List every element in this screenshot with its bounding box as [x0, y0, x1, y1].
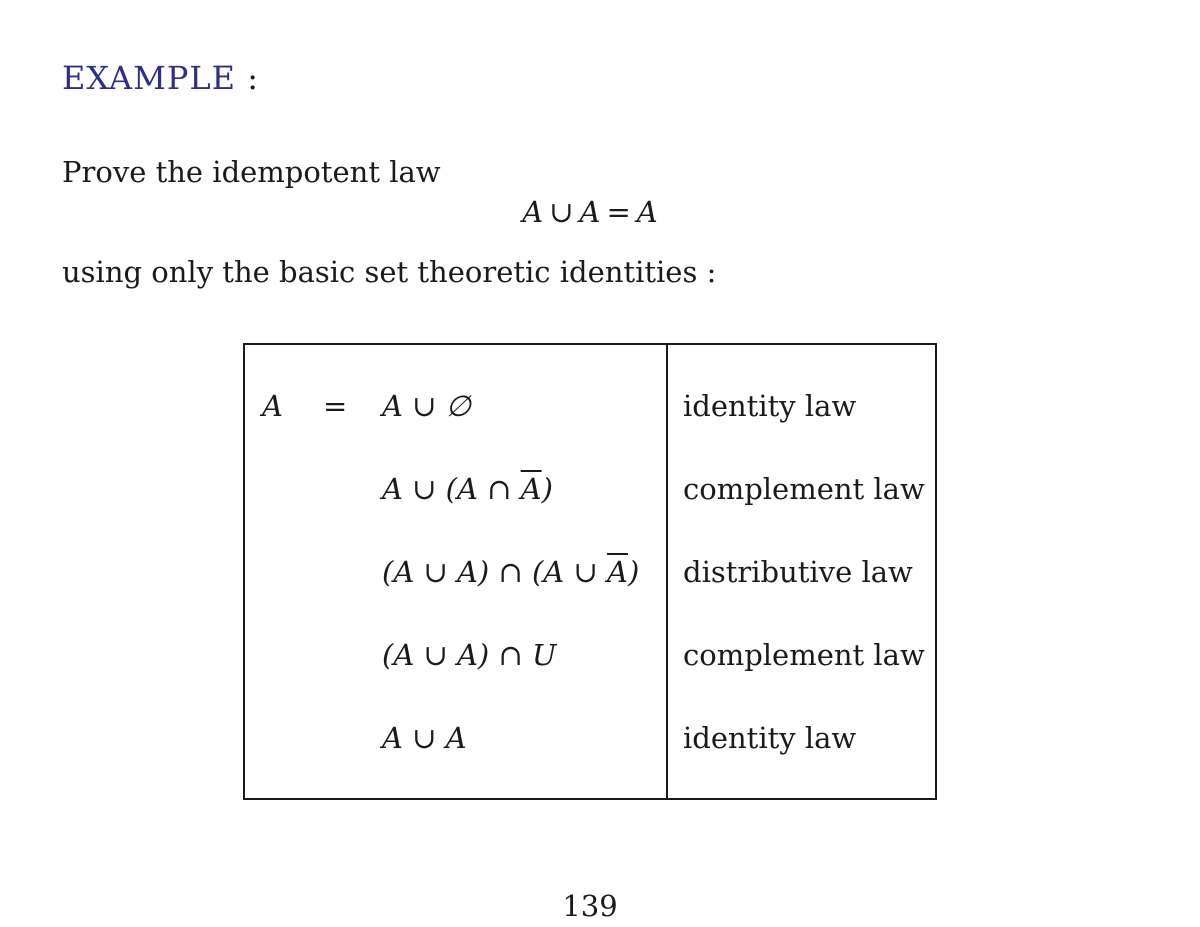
proof-row-3: [245, 552, 935, 592]
equation-lhs: A: [522, 195, 544, 229]
complement-symbol: $\overline{A}$: [606, 555, 628, 589]
proof-row-2: [245, 469, 935, 509]
expression-part: A ∪ (A ∩: [382, 472, 521, 506]
expression-part: (A ∪ A) ∩ (A ∪: [382, 555, 607, 589]
proof-step-expression: A ∪ A: [382, 721, 467, 755]
expression-part: ): [541, 472, 553, 506]
proof-step-reason: complement law: [683, 638, 925, 672]
proof-step-reason: identity law: [683, 721, 857, 755]
heading-colon: :: [236, 59, 259, 97]
proof-step-reason: identity law: [683, 389, 857, 423]
equation-union-symbol: ∪: [549, 195, 574, 229]
display-equation: [0, 194, 1180, 230]
equation-equals-symbol: =: [606, 195, 631, 229]
outro-paragraph: using only the basic set theoretic identities :: [62, 255, 717, 289]
equation-result: A: [636, 195, 658, 229]
page-number: 139: [562, 889, 618, 923]
proof-table: [243, 343, 937, 800]
proof-step-expression: [382, 469, 553, 509]
section-heading: [62, 58, 259, 98]
proof-step-expression: A ∪ ∅: [382, 389, 471, 423]
proof-step-expression: (A ∪ A) ∩ U: [382, 638, 557, 672]
proof-step-expression: [382, 552, 639, 592]
proof-row-5: [245, 718, 935, 758]
proof-row-1: [245, 386, 935, 426]
proof-step-reason: distributive law: [683, 555, 913, 589]
proof-step-reason: complement law: [683, 472, 925, 506]
complement-symbol: $\overline{A}$: [520, 472, 542, 506]
proof-lhs: A: [262, 389, 283, 423]
heading-word: EXAMPLE: [62, 59, 237, 97]
intro-paragraph: Prove the idempotent law: [62, 155, 441, 189]
proof-equals-sign: =: [323, 389, 348, 423]
equation-rhs: A: [579, 195, 601, 229]
expression-part: ): [627, 555, 640, 589]
proof-row-4: [245, 635, 935, 675]
